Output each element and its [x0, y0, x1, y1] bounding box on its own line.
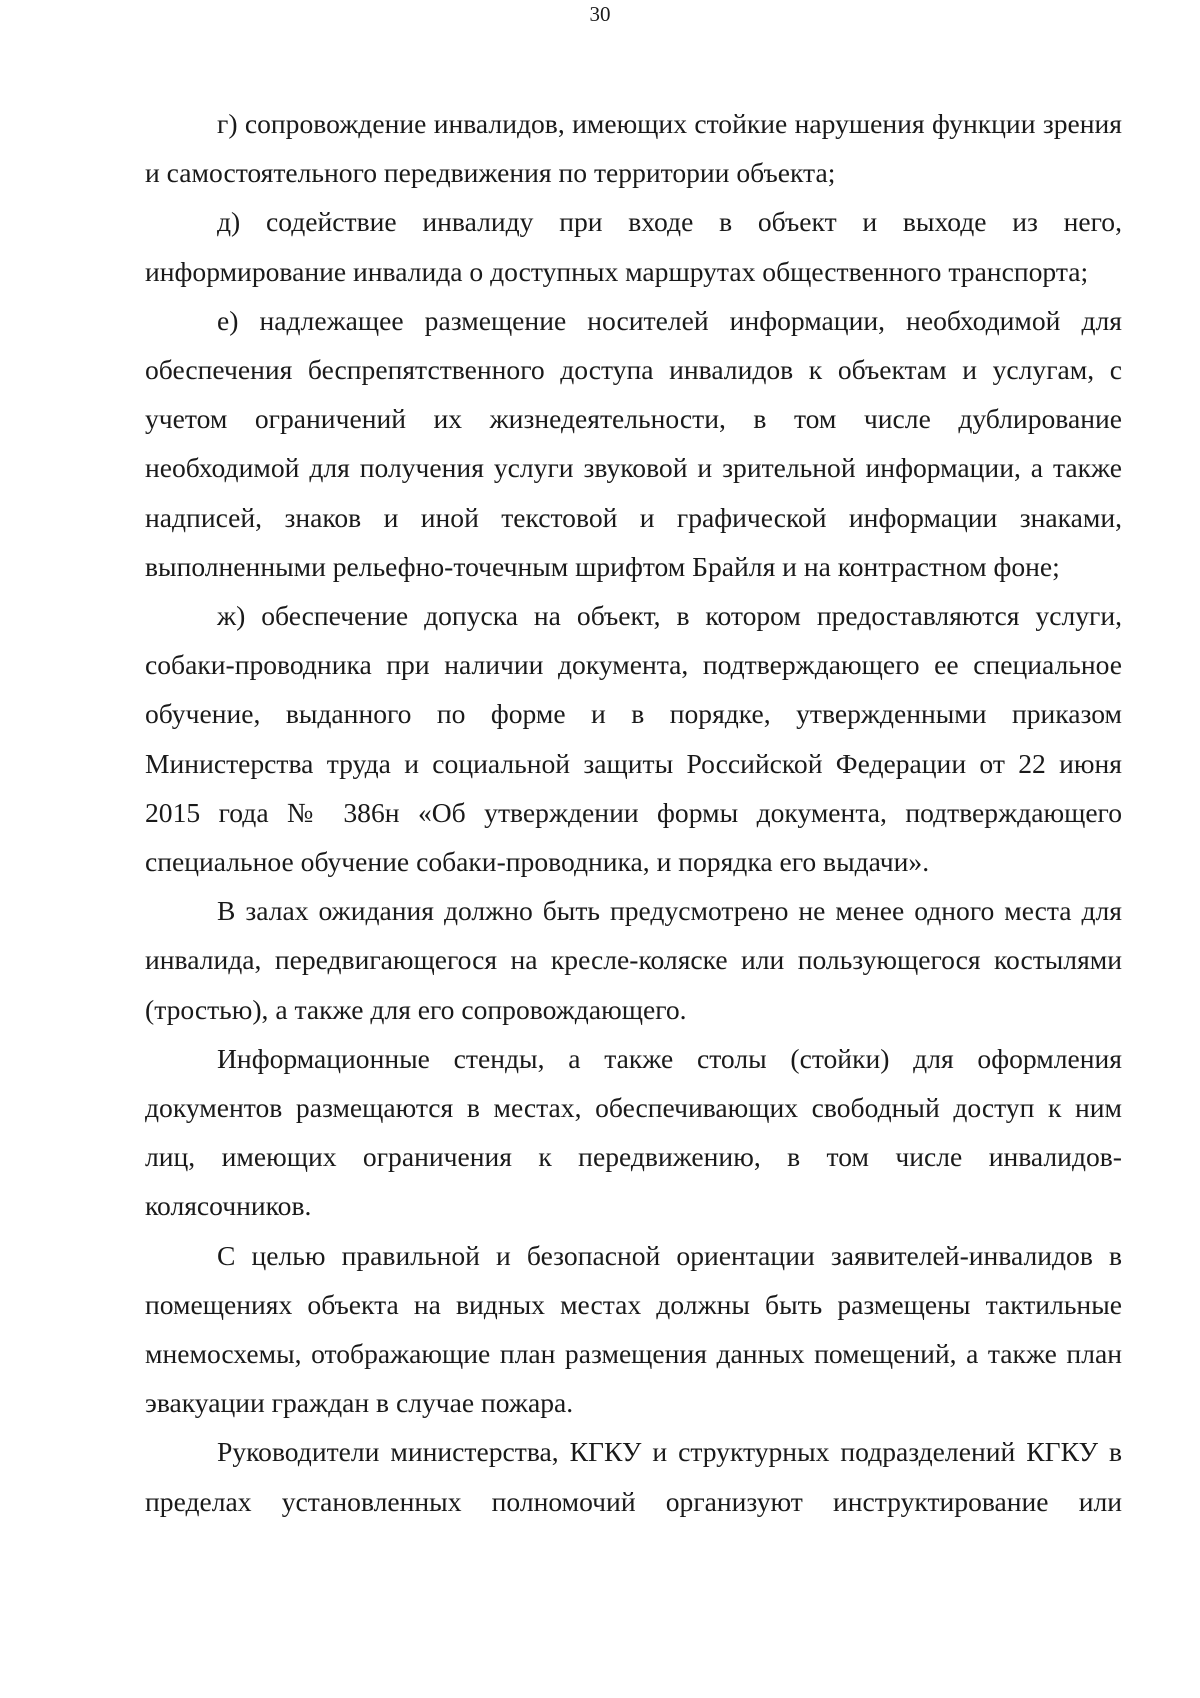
paragraph-item-d: д) содействие инвалиду при входе в объект и выходе из него, информирование инвалида о доступных маршрутах общественного транспорта; — [145, 206, 1122, 287]
paragraph-item-g: г) сопровождение инвалидов, имеющих стойкие нарушения функции зрения и самостоятельного передвижения по территории объекта; — [145, 108, 1122, 189]
page-number: 30 — [589, 2, 611, 26]
document-body — [145, 99, 1122, 1526]
paragraph-info-stands: Информационные стенды, а также столы (стойки) для оформления документов размещаются в местах, обеспечивающих свободный доступ к ним лиц, имеющих ограничения к передвижению, в том числе инвалидов-колясочников. — [145, 1042, 1122, 1222]
paragraph-item-e: е) надлежащее размещение носителей информации, необходимой для обеспечения беспрепятственного доступа инвалидов к объектам и услугам, с учетом ограничений их жизнедеятельности, в том числе дублирование необходимой для получения услуги звуковой и зрительной информации, а также надписей, знаков и иной текстовой и графической информации знаками, выполненными рельефно-точечным шрифтом Брайля и на контрастном фоне; — [145, 304, 1122, 582]
paragraph-item-zh: ж) обеспечение допуска на объект, в котором предоставляются услуги, собаки-проводника при наличии документа, подтверждающего ее специальное обучение, выданного по форме и в порядке, утвержденными приказом Министерства труда и социальной защиты Российской Федерации от 22 июня 2015 года № 386н «Об утверждении формы документа, подтверждающего специальное обучение собаки-проводника, и порядка его выдачи». — [145, 600, 1122, 878]
paragraph-waiting-halls: В залах ожидания должно быть предусмотрено не менее одного места для инвалида, передвигающегося на кресле-коляске или пользующегося костылями (тростью), а также для его сопровождающего. — [145, 895, 1122, 1025]
paragraph-managers: Руководители министерства, КГКУ и структурных подразделений КГКУ в пределах установленных полномочий организуют инструктирование или — [145, 1436, 1122, 1517]
paragraph-orientation: С целью правильной и безопасной ориентации заявителей-инвалидов в помещениях объекта на видных местах должны быть размещены тактильные мнемосхемы, отображающие план размещения данных помещений, а также план эвакуации граждан в случае пожара. — [145, 1239, 1122, 1419]
